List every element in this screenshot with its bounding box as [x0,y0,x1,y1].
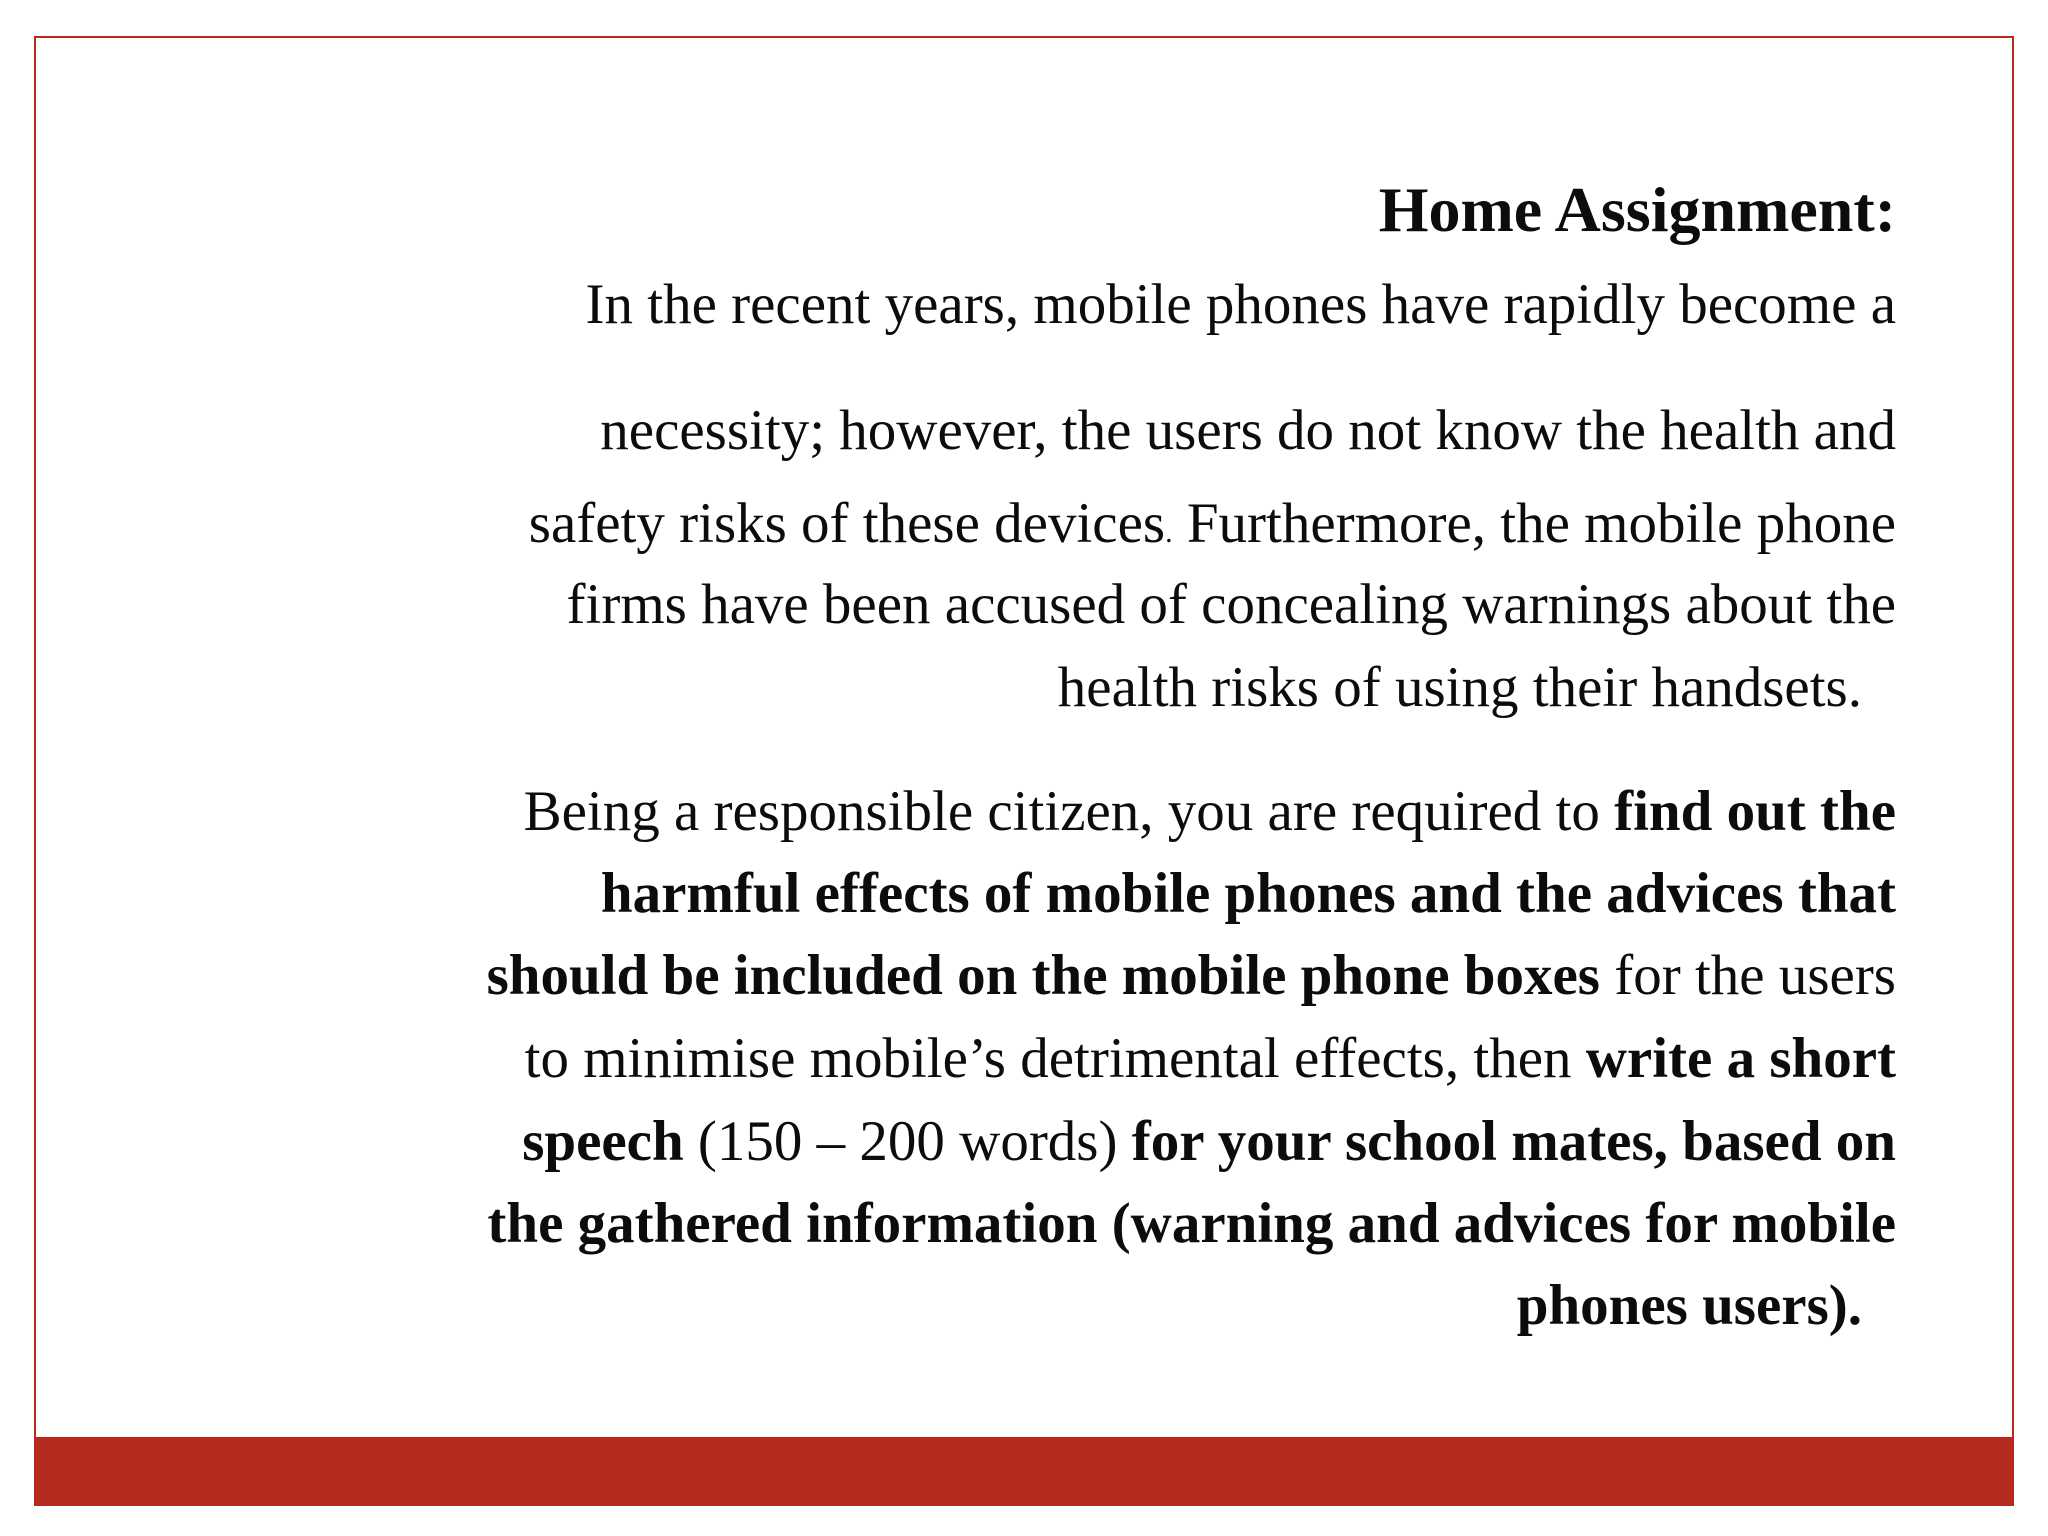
paragraph-2-line-4-part-b: write a short [1585,1027,1896,1090]
paragraph-1-line-1: In the recent years, mobile phones have rapidly become a [585,273,1896,336]
paragraph-2-line-4 [524,1027,1896,1090]
paragraph-2-line-6: the gathered information (warning and advices for mobile [487,1192,1896,1255]
paragraph-2-line-1-part-a: Being a responsible citizen, you are required to [523,780,1615,843]
paragraph-1-line-3 [528,492,1896,555]
paragraph-1-line-3-part-b: Furthermore, the mobile phone [1172,492,1896,555]
paragraph-1-line-4: firms have been accused of concealing warnings about the [566,573,1896,636]
paragraph-2-line-5-part-b: (150 – 200 words) [683,1110,1132,1173]
paragraph-2-line-3 [486,944,1896,1007]
paragraph-1-line-3-part-a: safety risks of these devices [528,492,1166,555]
slide-heading: Home Assignment: [1378,174,1896,245]
paragraph-2-line-5-part-a: speech [522,1110,684,1173]
paragraph-2-line-7: phones users). [1516,1274,1862,1337]
paragraph-1-line-2: necessity; however, the users do not know the health and [600,399,1896,462]
paragraph-2-line-1 [523,780,1896,843]
paragraph-1-line-5: health risks of using their handsets. [1057,656,1862,719]
footer-band [34,1437,2014,1506]
paragraph-2-line-4-part-a: to minimise mobile’s detrimental effects, then [524,1027,1586,1090]
paragraph-2-line-3-part-a: should be included on the mobile phone boxes [486,944,1600,1007]
paragraph-2-line-2: harmful effects of mobile phones and the advices that [600,862,1896,925]
paragraph-2-line-5-part-c: for your school mates, based on [1131,1110,1896,1173]
paragraph-2-line-5 [522,1110,1896,1173]
paragraph-1-line-3-dot: . [1165,516,1173,549]
paragraph-2-line-3-part-b: for the users [1600,944,1896,1007]
paragraph-2-line-1-part-b: find out the [1614,780,1896,843]
